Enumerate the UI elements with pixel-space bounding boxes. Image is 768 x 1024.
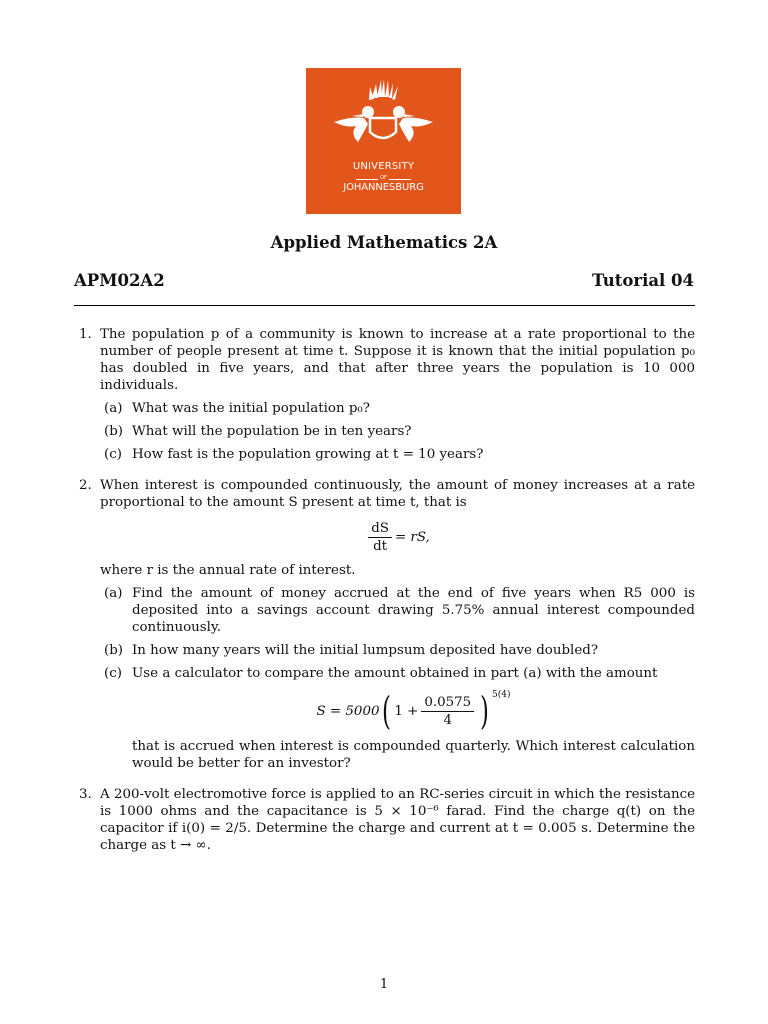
page-title: Applied Mathematics 2A xyxy=(270,233,498,252)
fraction-denominator: dt xyxy=(373,539,388,554)
part-text: Use a calculator to compare the amount obtained in part (a) with the amount xyxy=(132,666,658,681)
logo-line-of: OF xyxy=(380,175,387,181)
question-part xyxy=(100,642,695,659)
part-label: (a) xyxy=(104,586,123,601)
question-part xyxy=(100,423,695,440)
part-label: (b) xyxy=(104,643,124,658)
part-text: How fast is the population growing at t = 10 years? xyxy=(132,447,484,462)
part-label: (b) xyxy=(104,424,124,439)
question-part xyxy=(100,446,695,463)
fraction-denominator: 4 xyxy=(443,712,452,728)
right-paren: ) xyxy=(480,689,490,733)
fraction xyxy=(421,695,474,728)
header-divider xyxy=(74,305,695,306)
part-label: (c) xyxy=(104,447,122,462)
part-text: Find the amount of money accrued at the end of five years when R5 000 is deposited into a savings account drawing 5.75% annual interest compounded continuously. xyxy=(132,586,695,635)
exponent: 5(4) xyxy=(492,689,511,700)
part-text: In how many years will the initial lumpsum deposited have doubled? xyxy=(132,643,599,658)
part-label: (a) xyxy=(104,401,123,416)
logo-line-university: UNIVERSITY xyxy=(352,161,415,172)
question-number: 2. xyxy=(79,478,92,493)
left-paren: ( xyxy=(382,689,392,733)
university-logo xyxy=(306,68,461,214)
fraction-numerator: 0.0575 xyxy=(421,695,474,712)
question-part xyxy=(100,665,695,772)
part-label: (c) xyxy=(104,666,122,681)
equation-one: 1 + xyxy=(394,703,419,719)
question-text: A 200-volt electromotive force is applied to an RC-series circuit in which the resistance is 1000 ohms and the capacitance is 5 × 10⁻⁶ farad. Find the charge q(t) on the capacitor if i(0) = 2/5. Determine the charge and current at t = 0.005 s. Determine the charge as t → ∞. xyxy=(100,787,695,853)
part-text-after: that is accrued when interest is compounded quarterly. Which interest calculation would be better for an investor? xyxy=(132,739,695,771)
question-text-after: where r is the annual rate of interest. xyxy=(100,563,356,578)
part-text: What was the initial population p₀? xyxy=(132,401,370,416)
fraction xyxy=(368,521,392,554)
equation-quarterly xyxy=(132,689,695,733)
equation-rhs: = rS, xyxy=(394,530,430,545)
page-number: 1 xyxy=(379,977,389,992)
question-number: 3. xyxy=(79,787,92,802)
logo-line-johannesburg: JOHANNESBURG xyxy=(343,182,424,193)
question-2 xyxy=(74,477,695,772)
question-part xyxy=(100,585,695,636)
equation-lhs: S = 5000 xyxy=(316,703,380,719)
question-part xyxy=(100,400,695,417)
question-text: The population p of a community is known to increase at a rate proportional to the number of people present at time t. Suppose it is known that the initial population p₀ has doubled in five years, and that after three years the population is 10 000 individuals. xyxy=(100,327,695,393)
tutorial-label: Tutorial 04 xyxy=(591,271,694,290)
logo-rule-right xyxy=(389,179,411,180)
part-text: What will the population be in ten years? xyxy=(132,424,412,439)
tutorial-content xyxy=(74,326,695,868)
question-3 xyxy=(74,786,695,854)
fraction-numerator: dS xyxy=(368,521,392,538)
course-code: APM02A2 xyxy=(74,271,165,290)
question-number: 1. xyxy=(79,327,92,342)
question-text: When interest is compounded continuously, the amount of money increases at a rate proportional to the amount S present at time t, that is xyxy=(100,478,695,510)
equation-dsdt xyxy=(100,521,695,554)
question-1 xyxy=(74,326,695,463)
